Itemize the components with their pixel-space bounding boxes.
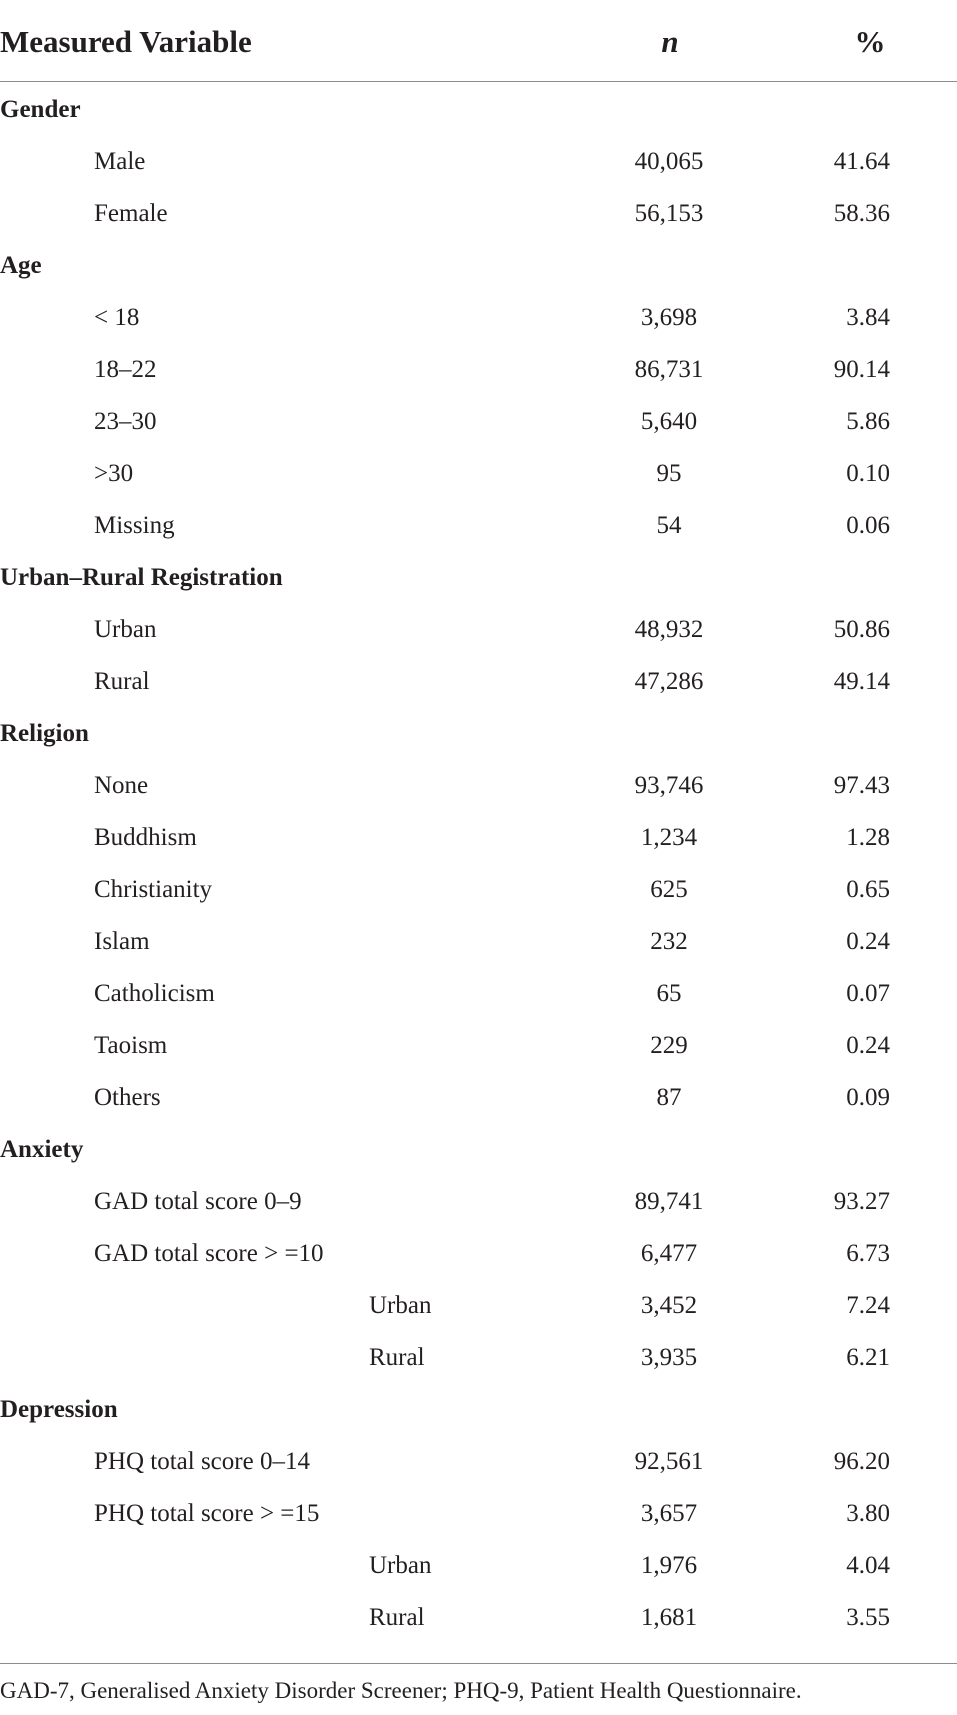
row-label: Rural — [94, 668, 150, 695]
row-label: Rural — [369, 1344, 425, 1371]
row-n-value: 3,452 — [640, 1292, 698, 1319]
table-section-row — [0, 240, 957, 292]
row-label: Rural — [369, 1604, 425, 1631]
row-percent-value: 0.24 — [846, 928, 890, 955]
row-n-value: 89,741 — [634, 1188, 704, 1215]
row-percent-value: 3.84 — [846, 304, 890, 331]
row-label: PHQ total score 0–14 — [94, 1448, 310, 1475]
row-n-value: 92,561 — [634, 1448, 704, 1475]
row-percent-value: 41.64 — [833, 148, 890, 175]
table-row — [0, 344, 957, 396]
row-n-value: 48,932 — [634, 616, 704, 643]
row-label: Missing — [94, 512, 175, 539]
section-label: Religion — [0, 720, 89, 747]
row-label: >30 — [94, 460, 134, 487]
row-n-value: 6,477 — [640, 1240, 698, 1267]
row-percent-value: 1.28 — [846, 824, 890, 851]
table-row — [0, 1280, 957, 1332]
row-percent-value: 0.65 — [846, 876, 890, 903]
row-percent-value: 6.73 — [846, 1240, 890, 1267]
row-label: None — [94, 772, 149, 799]
row-n-value: 625 — [650, 876, 688, 903]
row-n-value: 3,698 — [640, 304, 698, 331]
section-label: Gender — [0, 96, 81, 123]
row-n-value: 229 — [650, 1032, 688, 1059]
row-n-value: 87 — [656, 1084, 682, 1111]
row-n-value: 56,153 — [634, 200, 704, 227]
row-n-value: 5,640 — [640, 408, 698, 435]
table-row — [0, 1540, 957, 1592]
row-percent-value: 50.86 — [833, 616, 890, 643]
header-percent: % — [854, 24, 886, 59]
row-percent-value: 58.36 — [833, 200, 890, 227]
row-percent-value: 3.80 — [846, 1500, 890, 1527]
row-n-value: 1,681 — [640, 1604, 698, 1631]
row-n-value: 93,746 — [634, 772, 704, 799]
row-percent-value: 3.55 — [846, 1604, 890, 1631]
table-row — [0, 864, 957, 916]
row-label: Female — [94, 200, 168, 227]
row-n-value: 40,065 — [634, 148, 704, 175]
row-n-value: 232 — [650, 928, 688, 955]
table-row — [0, 812, 957, 864]
row-label: Urban — [94, 616, 157, 643]
row-percent-value: 6.21 — [846, 1344, 890, 1371]
table-row — [0, 1436, 957, 1488]
row-label: Christianity — [94, 876, 213, 903]
row-percent-value: 0.07 — [846, 980, 890, 1007]
table-row — [0, 136, 957, 188]
row-label: Urban — [369, 1552, 432, 1579]
table-row — [0, 968, 957, 1020]
row-percent-value: 90.14 — [833, 356, 890, 383]
row-n-value: 95 — [656, 460, 682, 487]
row-percent-value: 7.24 — [846, 1292, 890, 1319]
table-row — [0, 1072, 957, 1124]
table-row — [0, 1592, 957, 1644]
row-label: Catholicism — [94, 980, 215, 1007]
row-percent-value: 49.14 — [833, 668, 890, 695]
table-row — [0, 1228, 957, 1280]
table-row — [0, 292, 957, 344]
row-n-value: 3,657 — [640, 1500, 698, 1527]
row-percent-value: 4.04 — [846, 1552, 890, 1579]
table-row — [0, 188, 957, 240]
row-label: GAD total score > =10 — [94, 1240, 324, 1267]
table-row — [0, 448, 957, 500]
row-percent-value: 0.10 — [846, 460, 890, 487]
row-n-value: 1,976 — [640, 1552, 698, 1579]
section-label: Urban–Rural Registration — [0, 564, 283, 591]
table-section-row — [0, 84, 957, 136]
table-section-row — [0, 552, 957, 604]
row-percent-value: 97.43 — [833, 772, 890, 799]
table-section-row — [0, 1124, 957, 1176]
section-label: Anxiety — [0, 1136, 84, 1163]
row-n-value: 3,935 — [640, 1344, 698, 1371]
header-measured-variable: Measured Variable — [0, 24, 252, 59]
table-section-row — [0, 1384, 957, 1436]
row-label: Buddhism — [94, 824, 197, 851]
table-row — [0, 396, 957, 448]
row-percent-value: 0.06 — [846, 512, 890, 539]
row-label: < 18 — [94, 304, 140, 331]
row-label: GAD total score 0–9 — [94, 1188, 302, 1215]
row-label: 18–22 — [94, 356, 157, 383]
row-percent-value: 0.09 — [846, 1084, 890, 1111]
section-label: Depression — [0, 1396, 118, 1423]
table-row — [0, 1176, 957, 1228]
table-row — [0, 1332, 957, 1384]
row-n-value: 47,286 — [634, 668, 704, 695]
row-label: Others — [94, 1084, 161, 1111]
table-header — [0, 0, 957, 81]
section-label: Age — [0, 252, 42, 279]
row-label: Taoism — [94, 1032, 168, 1059]
row-percent-value: 5.86 — [846, 408, 890, 435]
table-row — [0, 916, 957, 968]
table-row — [0, 760, 957, 812]
table-footnote: GAD-7, Generalised Anxiety Disorder Screener; PHQ-9, Patient Health Questionnaire. — [0, 1678, 802, 1703]
table-row — [0, 656, 957, 708]
row-percent-value: 0.24 — [846, 1032, 890, 1059]
row-n-value: 54 — [656, 512, 682, 539]
table-row — [0, 604, 957, 656]
row-n-value: 86,731 — [634, 356, 704, 383]
row-label: Male — [94, 148, 146, 175]
table-section-row — [0, 708, 957, 760]
footer-rule — [0, 1663, 957, 1664]
table-row — [0, 1488, 957, 1540]
row-n-value: 65 — [656, 980, 682, 1007]
header-n: n — [661, 24, 679, 59]
row-label: Islam — [94, 928, 150, 955]
table-body — [0, 84, 957, 1644]
row-n-value: 1,234 — [640, 824, 698, 851]
row-percent-value: 96.20 — [833, 1448, 890, 1475]
table-row — [0, 500, 957, 552]
row-percent-value: 93.27 — [833, 1188, 890, 1215]
table-row — [0, 1020, 957, 1072]
row-label: PHQ total score > =15 — [94, 1500, 320, 1527]
row-label: 23–30 — [94, 408, 157, 435]
row-label: Urban — [369, 1292, 432, 1319]
header-rule — [0, 81, 957, 82]
